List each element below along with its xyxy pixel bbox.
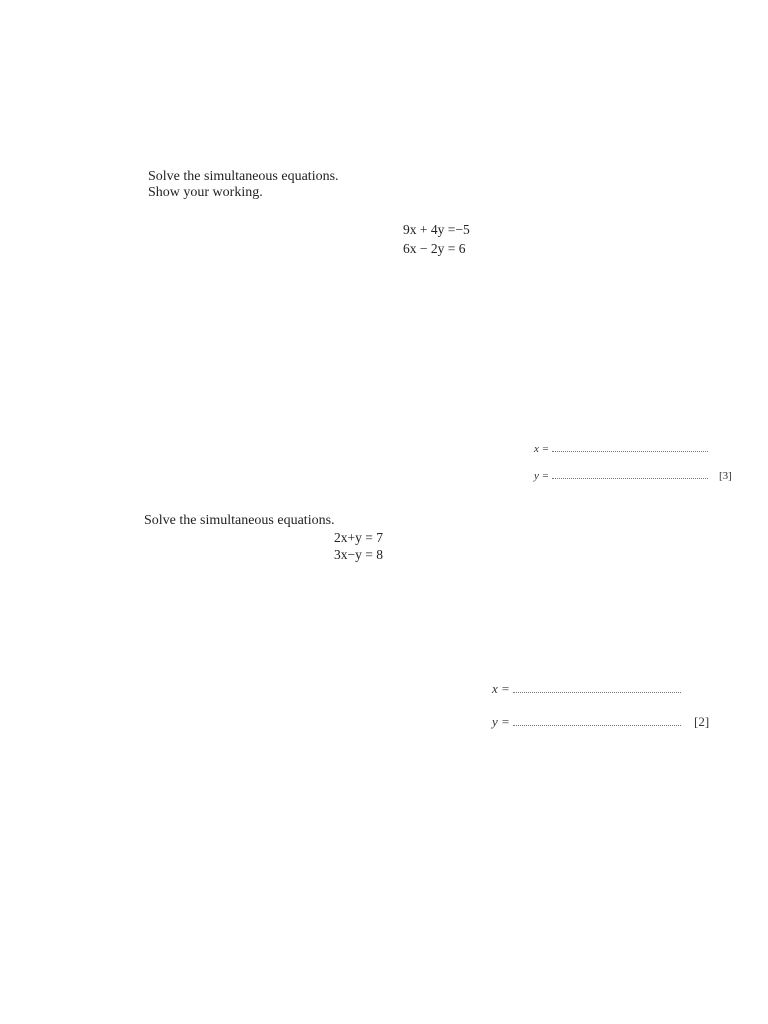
q1-answer-x — [534, 443, 708, 455]
q2-answer-y — [492, 714, 681, 730]
q2-x-label: x = — [492, 681, 510, 696]
q1-x-label: x = — [534, 443, 550, 455]
q2-equation-1: 2x+y = 7 — [334, 530, 383, 545]
q2-y-answer-line[interactable] — [513, 717, 681, 726]
q2-y-label: y = — [492, 714, 510, 729]
q2-equation-2: 3x−y = 8 — [334, 547, 383, 562]
q1-y-answer-line[interactable] — [552, 470, 708, 479]
q1-x-answer-line[interactable] — [552, 443, 708, 452]
q1-instruction-working: Show your working. — [148, 185, 263, 200]
q1-answer-y — [534, 470, 708, 482]
q2-answer-x — [492, 681, 681, 697]
q2-marks: [2] — [694, 714, 710, 729]
q2-x-answer-line[interactable] — [513, 684, 681, 693]
q1-equation-2: 6x − 2y = 6 — [403, 241, 466, 256]
q1-y-label: y = — [534, 470, 550, 482]
q2-instruction: Solve the simultaneous equations. — [144, 513, 335, 528]
q1-instruction: Solve the simultaneous equations. — [148, 169, 339, 184]
q1-equation-1: 9x + 4y =−5 — [403, 222, 470, 237]
q1-marks: [3] — [719, 470, 732, 482]
